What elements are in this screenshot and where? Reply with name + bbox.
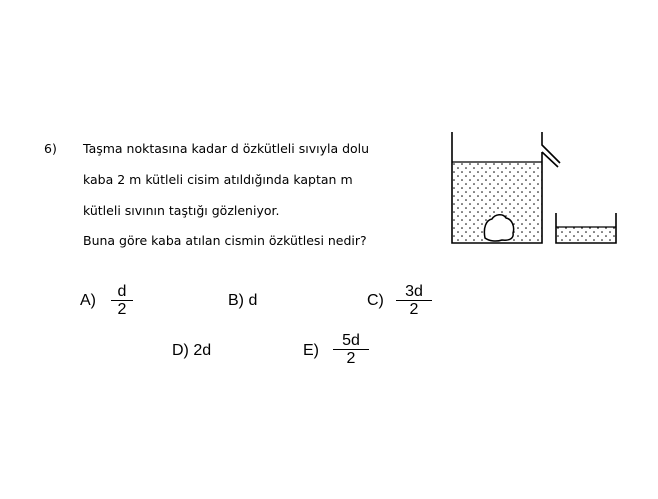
question-line-4: Buna göre kaba atılan cismin özkütlesi nedir? [83, 233, 367, 248]
option-c-denominator: 2 [409, 301, 419, 318]
option-c-label[interactable]: C) [367, 292, 384, 309]
option-e-label[interactable]: E) [303, 342, 319, 359]
question-line-3: kütleli sıvının taştığı gözleniyor. [83, 203, 280, 218]
option-c-numerator: 3d [405, 283, 423, 300]
question-line-1: Taşma noktasına kadar d özkütleli sıvıyla dolu [83, 141, 370, 156]
option-e-fraction [333, 332, 369, 367]
option-c-fraction [396, 283, 432, 318]
spout-upper [542, 132, 560, 163]
question-line-2: kaba 2 m kütleli cisim atıldığında kaptan m [83, 172, 353, 187]
option-a-label[interactable]: A) [80, 292, 96, 309]
option-b[interactable]: B) d [228, 292, 258, 309]
collected-liquid [557, 227, 615, 242]
option-d[interactable]: D) 2d [172, 342, 212, 359]
option-a-numerator: d [117, 283, 127, 300]
option-e-numerator: 5d [342, 332, 360, 349]
question-number: 6) [44, 141, 57, 156]
option-a-fraction [111, 283, 133, 318]
option-e-denominator: 2 [346, 350, 356, 367]
option-a-denominator: 2 [117, 301, 127, 318]
